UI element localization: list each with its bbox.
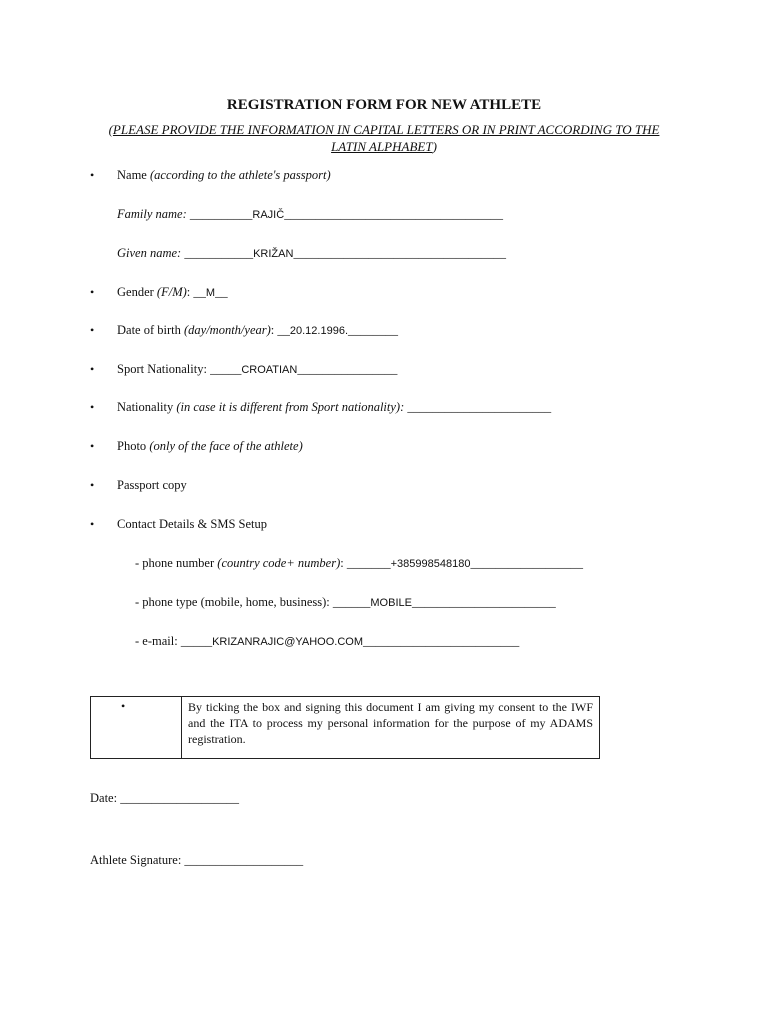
phone-type-blank-post: _______________________	[411, 595, 556, 609]
contact-label: Contact Details & SMS Setup	[117, 517, 267, 531]
family-name-blank-post: ___________________________________	[284, 207, 503, 221]
gender-blank-post: __	[215, 285, 228, 299]
phone-type-label: - phone type (mobile, home, business):	[135, 595, 333, 609]
family-name-label: Family name:	[117, 207, 190, 221]
dob-blank-post: ________	[348, 323, 399, 337]
dob-row	[117, 323, 398, 338]
date-label: Date:	[90, 791, 121, 805]
date-blank[interactable]: ___________________	[120, 791, 239, 805]
sport-nationality-blank-pre: _____	[210, 362, 242, 376]
gender-colon: :	[186, 285, 194, 299]
phone-number-blank-pre: _______	[346, 556, 391, 570]
name-hint: (according to the athlete's passport)	[149, 168, 331, 182]
given-name-row	[117, 246, 506, 261]
phone-type-value[interactable]: MOBILE	[370, 597, 412, 609]
given-name-value[interactable]: KRIŽAN	[253, 248, 294, 260]
dob-hint: (day/month/year)	[184, 323, 271, 337]
sport-nationality-row	[117, 362, 397, 377]
email-blank-post: _________________________	[363, 634, 520, 648]
subtitle-open-paren: (	[108, 122, 113, 137]
bullet-icon: •	[90, 439, 95, 453]
consent-box	[90, 696, 600, 759]
given-name-blank-post: __________________________________	[293, 246, 506, 260]
photo-row	[117, 439, 303, 454]
gender-label: Gender	[117, 285, 157, 299]
bullet-icon: •	[90, 323, 95, 337]
email-value[interactable]: KRIZANRAJIC@YAHOO.COM	[212, 636, 363, 648]
given-name-label: Given name:	[117, 246, 185, 260]
photo-label: Photo	[117, 439, 150, 453]
bullet-icon: •	[90, 168, 95, 182]
email-row	[135, 634, 519, 649]
family-name-value[interactable]: RAJIČ	[252, 209, 285, 221]
phone-number-row	[135, 556, 583, 571]
dob-label: Date of birth	[117, 323, 184, 337]
phone-type-row	[135, 595, 556, 610]
form-subtitle	[96, 121, 672, 155]
bullet-icon: •	[90, 478, 95, 492]
signature-blank[interactable]: ___________________	[184, 853, 304, 867]
phone-number-value[interactable]: +385998548180	[390, 558, 471, 570]
phone-number-blank-post: __________________	[470, 556, 583, 570]
family-name-row	[117, 207, 503, 222]
dob-colon: :	[270, 323, 278, 337]
subtitle-text: PLEASE PROVIDE THE INFORMATION IN CAPITAL LETTERS OR IN PRINT ACCORDING TO THE LATIN ALPHABET	[112, 122, 660, 154]
phone-number-hint: (country code+ number)	[217, 556, 341, 570]
subtitle-close-paren: )	[432, 139, 437, 154]
consent-tick-bullet: •	[121, 699, 126, 713]
dob-blank-pre: __	[277, 323, 290, 337]
phone-number-label: - phone number	[135, 556, 218, 570]
form-title: REGISTRATION FORM FOR NEW ATHLETE	[226, 97, 542, 113]
signature-row	[90, 853, 303, 868]
bullet-icon: •	[90, 400, 95, 414]
phone-number-colon: :	[340, 556, 347, 570]
email-label: - e-mail:	[135, 634, 181, 648]
sport-nationality-value[interactable]: CROATIAN	[241, 364, 298, 376]
consent-tick-cell[interactable]	[91, 697, 182, 758]
email-blank-pre: _____	[180, 634, 213, 648]
bullet-icon: •	[90, 362, 95, 376]
sport-nationality-blank-post: ________________	[297, 362, 398, 376]
gender-hint: (F/M)	[156, 285, 187, 299]
gender-blank-pre: __	[193, 285, 206, 299]
name-section	[117, 168, 331, 183]
given-name-blank-pre: ___________	[184, 246, 254, 260]
sport-nationality-label: Sport Nationality:	[117, 362, 211, 376]
bullet-icon: •	[90, 517, 95, 531]
signature-label: Athlete Signature:	[90, 853, 185, 867]
nationality-label: Nationality	[117, 400, 177, 414]
photo-hint: (only of the face of the athlete)	[149, 439, 303, 453]
nationality-row	[117, 400, 551, 415]
dob-value[interactable]: 20.12.1996.	[289, 325, 349, 337]
name-label: Name	[117, 168, 150, 182]
gender-row	[117, 285, 228, 300]
bullet-icon: •	[90, 285, 95, 299]
passport-label: Passport copy	[117, 478, 187, 492]
nationality-blank[interactable]: _______________________	[404, 400, 552, 414]
consent-text: By ticking the box and signing this document I am giving my consent to the IWF and the ITA to process my personal information for the purpose of my ADAMS registration.	[188, 700, 593, 746]
family-name-blank-pre: __________	[189, 207, 253, 221]
nationality-hint: (in case it is different from Sport nationality):	[176, 400, 405, 414]
date-row	[90, 791, 239, 806]
gender-value[interactable]: M	[205, 287, 216, 299]
phone-type-blank-pre: ______	[332, 595, 371, 609]
